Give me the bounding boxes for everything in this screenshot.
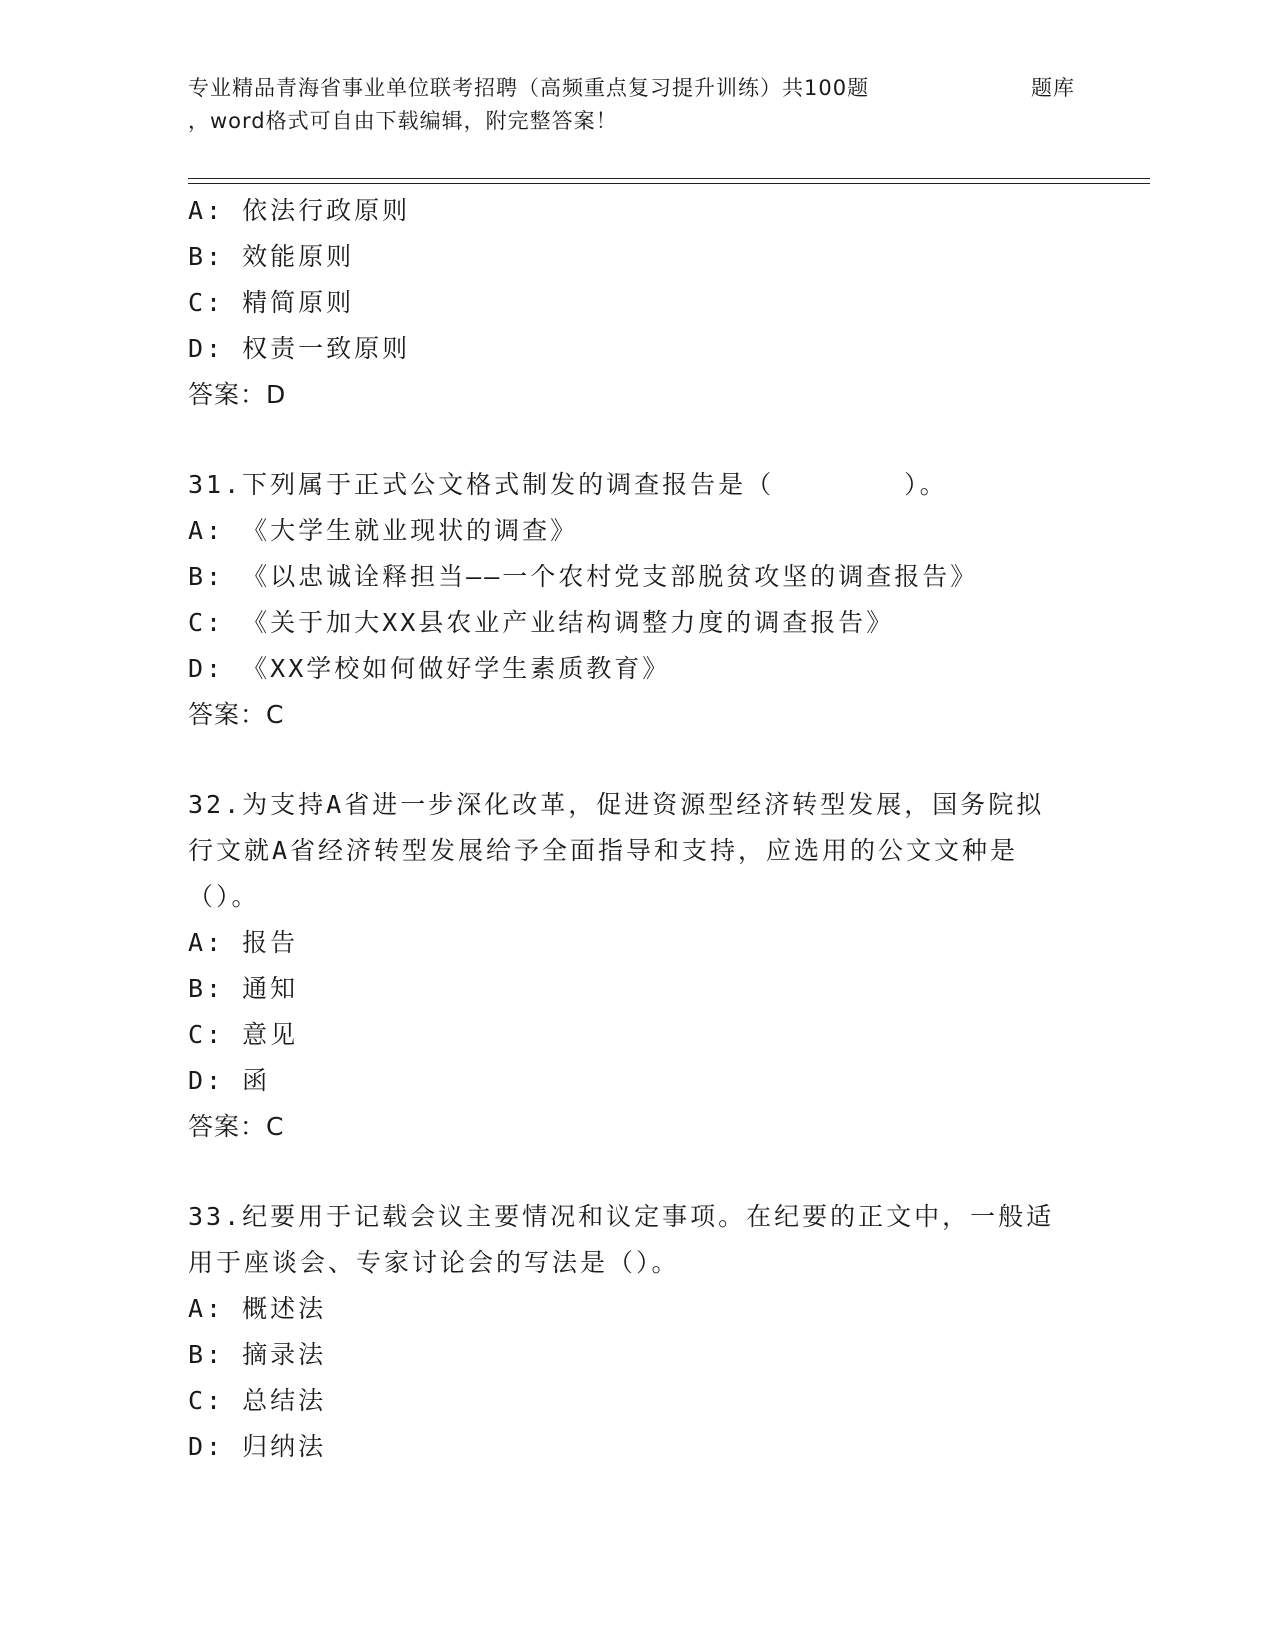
spacer [188,418,1088,462]
option-d: D: 函 [188,1066,271,1095]
question-32 [188,782,1088,1150]
question-31 [188,462,1088,738]
header-tag: 题库 [1031,76,1075,100]
option-a: A: 依法行政原则 [188,196,411,225]
option-c: C: 总结法 [188,1386,327,1415]
option-b: B: 摘录法 [188,1340,327,1369]
option-c: C: 意见 [188,1020,299,1049]
header-rule-bottom [188,183,1150,184]
header-rule-top [188,178,1150,179]
answer: 答案：C [188,1112,285,1141]
option-c: C: 精简原则 [188,288,355,317]
option-c: C: 《关于加大XX县农业产业结构调整力度的调查报告》 [188,608,895,637]
option-d: D: 归纳法 [188,1432,327,1461]
option-b: B: 效能原则 [188,242,355,271]
header-subtitle: ，word格式可自由下载编辑，附完整答案！ [188,109,618,133]
question-content [188,188,1088,1470]
option-a: A: 《大学生就业现状的调查》 [188,516,579,545]
question-30 [188,188,1088,418]
question-stem-line: （）。 [188,882,260,911]
spacer [188,1150,1088,1194]
question-stem [188,462,1088,508]
question-stem-line: 用于座谈会、专家讨论会的写法是（）。 [188,1248,680,1277]
stem-text: 31.下列属于正式公文格式制发的调查报告是（ [188,470,775,499]
option-a: A: 概述法 [188,1294,327,1323]
option-b: B: 《以忠诚诠释担当——一个农村党支部脱贫攻坚的调查报告》 [188,562,979,591]
header-title: 专业精品青海省事业单位联考招聘（高频重点复习提升训练）共100题 [188,76,870,100]
option-d: D: 《XX学校如何做好学生素质教育》 [188,654,671,683]
option-b: B: 通知 [188,974,299,1003]
question-stem-line: 行文就A省经济转型发展给予全面指导和支持，应选用的公文文种是 [188,836,1019,865]
stem-text-end: ）。 [904,470,948,499]
option-a: A: 报告 [188,928,299,957]
spacer [188,738,1088,782]
answer: 答案：D [188,380,287,409]
page-header [188,72,1088,138]
question-stem-line: 33.纪要用于记载会议主要情况和议定事项。在纪要的正文中，一般适 [188,1202,1055,1231]
option-d: D: 权责一致原则 [188,334,411,363]
question-stem-line: 32.为支持A省进一步深化改革，促进资源型经济转型发展，国务院拟 [188,790,1045,819]
question-33 [188,1194,1088,1470]
answer: 答案：C [188,700,285,729]
